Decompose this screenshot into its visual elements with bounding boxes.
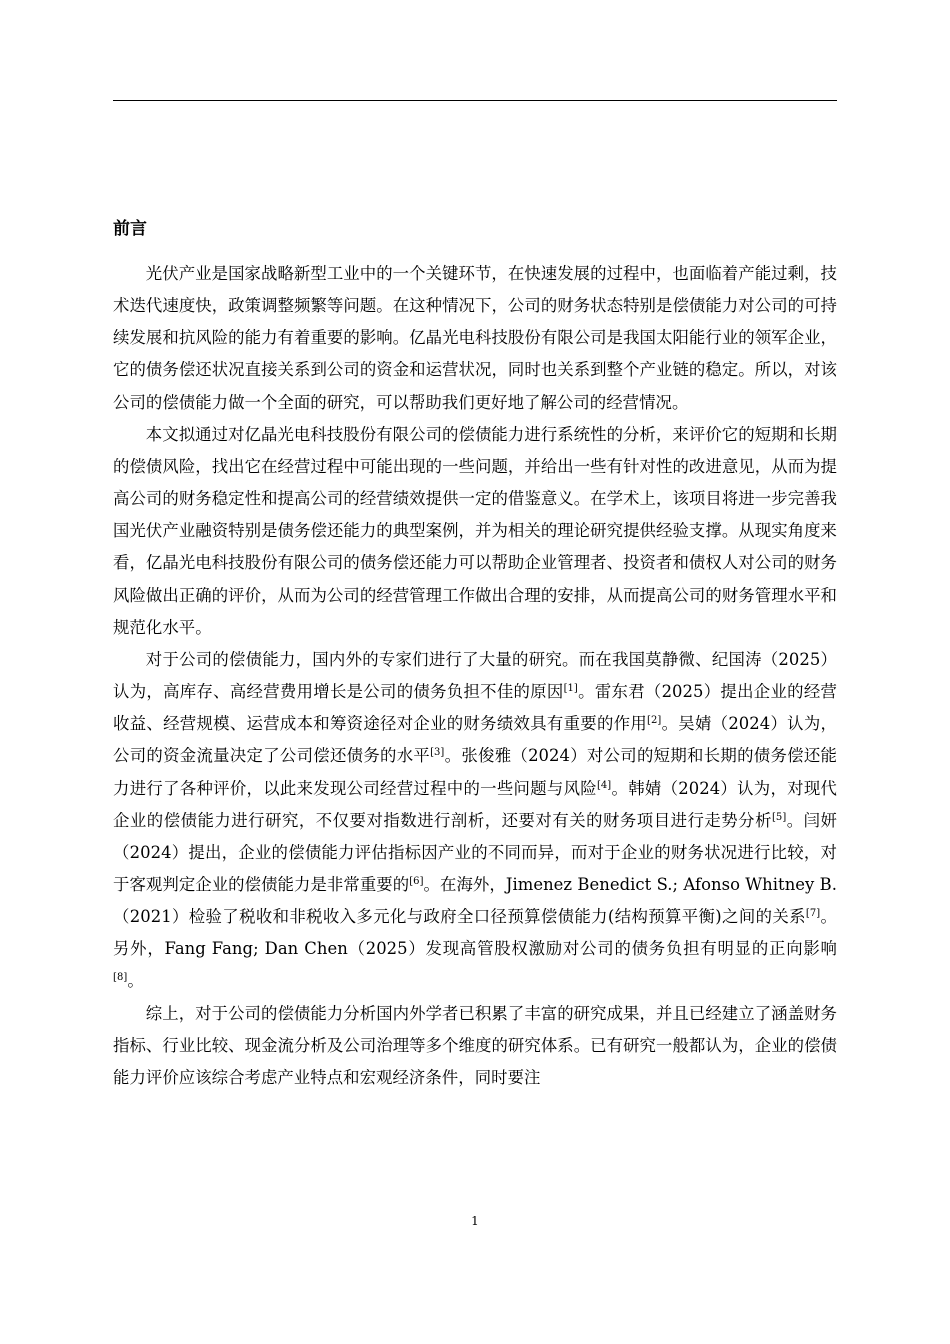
paragraph-text: 。韩婧（2024）认为，对现代企业的偿债能力进行研究，不仅要对指数进行剖析，还要对有关的财务项目进行走势分析 xyxy=(113,778,837,830)
body-text xyxy=(113,258,837,1094)
citation-marker: [3] xyxy=(430,747,445,759)
paragraph-text: 。雷东君（2025）提出企业的经营收益、经营规模、运营成本和筹资途径对企业的财务绩效具有重要的作用 xyxy=(113,682,837,734)
section-title: 前言 xyxy=(113,219,147,239)
citation-marker: [1] xyxy=(563,683,578,695)
paragraph xyxy=(113,998,837,1094)
paragraph-text: 光伏产业是国家战略新型工业中的一个关键环节，在快速发展的过程中，也面临着产能过剩，技术迭代速度快，政策调整频繁等问题。在这种情况下，公司的财务状态特别是偿债能力对公司的可持续发展和抗风险的能力有着重要的影响。亿晶光电科技股份有限公司是我国太阳能行业的领军企业，它的债务偿还状况直接关系到公司的资金和运营状况，同时也关系到整个产业链的稳定。所以，对该公司的偿债能力做一个全面的研究，可以帮助我们更好地了解公司的经营情况。 xyxy=(113,264,837,412)
citation-marker: [4] xyxy=(596,779,612,791)
citation-marker: [7] xyxy=(805,908,821,920)
citation-marker: [5] xyxy=(771,811,787,823)
citation-marker: [2] xyxy=(647,715,662,727)
header-rule xyxy=(113,100,837,101)
paragraph-text: 。吴婧（2024）认为，公司的资金流量决定了公司偿还债务的水平 xyxy=(113,714,837,766)
paragraph xyxy=(113,258,837,419)
paragraph-text: 。闫妍（2024）提出，企业的偿债能力评估指标因产业的不同而异，而对于企业的财务状况进行比较，对于客观判定企业的偿债能力是非常重要的 xyxy=(113,810,838,894)
citation-marker: [8] xyxy=(113,972,128,984)
paragraph-text: 本文拟通过对亿晶光电科技股份有限公司的偿债能力进行系统性的分析，来评价它的短期和长期的偿债风险，找出它在经营过程中可能出现的一些问题，并给出一些有针对性的改进意见，从而为提高公司的财务稳定性和提高公司的经营绩效提供一定的借鉴意义。在学术上，该项目将进一步完善我国光伏产业融资特别是债务偿还能力的典型案例，并为相关的理论研究提供经验支撑。从现实角度来看，亿晶光电科技股份有限公司的债务偿还能力可以帮助企业管理者、投资者和债权人对公司的财务风险做出正确的评价，从而为公司的经营管理工作做出合理的安排，从而提高公司的财务管理水平和规范化水平。 xyxy=(113,424,837,637)
paragraph-text: 。在海外，Jimenez Benedict S.; Afonso Whitney B.（2021）检验了税收和非税收入多元化与政府全口径预算偿债能力(结构预算平衡)之间的关系 xyxy=(113,874,837,927)
paragraph xyxy=(113,419,837,644)
citation-marker: [6] xyxy=(409,875,424,887)
page-number: 1 xyxy=(471,1214,479,1228)
paragraph-text: 对于公司的偿债能力，国内外的专家们进行了大量的研究。而在我国莫静微、纪国涛（2025）认为，高库存、高经营费用增长是公司的债务负担不佳的原因 xyxy=(113,649,837,702)
paragraph xyxy=(113,644,837,998)
paragraph-text: 。 xyxy=(127,971,144,991)
paragraph-text: 。张俊雅（2024）对公司的短期和长期的债务偿还能力进行了各种评价，以此来发现公司经营过程中的一些问题与风险 xyxy=(113,746,837,798)
paragraph-text: 。另外，Fang Fang; Dan Chen（2025）发现高管股权激励对公司的债务负担有明显的正向影响 xyxy=(113,907,837,959)
paragraph-text: 综上，对于公司的偿债能力分析国内外学者已积累了丰富的研究成果，并且已经建立了涵盖财务指标、行业比较、现金流分析及公司治理等多个维度的研究体系。已有研究一般都认为，企业的偿债能力评价应该综合考虑产业特点和宏观经济条件，同时要注 xyxy=(113,1003,837,1087)
